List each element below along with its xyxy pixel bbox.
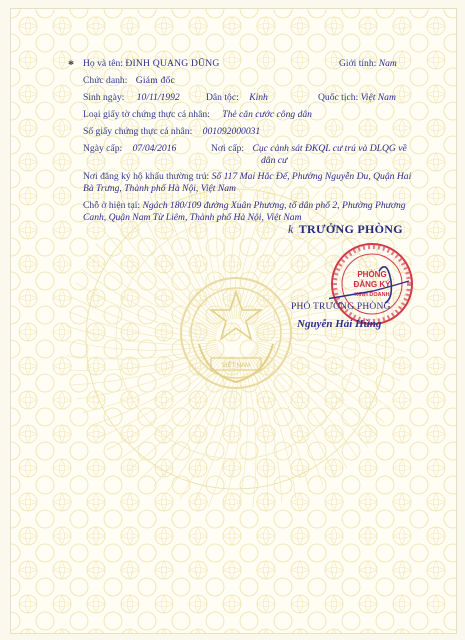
row-issue-place (211, 143, 407, 155)
nationality-label: Quốc tịch: (318, 92, 359, 103)
official-stamp (329, 241, 415, 327)
signature-title (288, 222, 403, 237)
idnum-value: 001092000031 (202, 126, 261, 137)
idnum-label: Số giấy chứng thực cá nhân: (83, 126, 193, 137)
gender-label: Giới tính: (339, 58, 377, 69)
initial-mark: k (288, 222, 294, 236)
row-nationality (318, 92, 396, 104)
row-dob (83, 92, 180, 104)
stamp-text-3: KINH DOANH (354, 292, 390, 298)
issue-place-value-1: Cục cảnh sát ĐKQL cư trú và DLQG về (252, 143, 407, 154)
row-residence (83, 171, 411, 183)
position-label: Chức danh: (83, 75, 128, 86)
dob-label: Sinh ngày: (83, 92, 125, 103)
bullet-star: * (68, 57, 74, 71)
dob-value: 10/11/1992 (136, 92, 180, 103)
ethnicity-label: Dân tộc: (206, 92, 239, 103)
residence-value-1: Số 117 Mai Hắc Đế, Phường Nguyễn Du, Quận Hai (211, 171, 412, 182)
row-idtype (83, 109, 312, 121)
name-label: Họ và tên: (83, 58, 123, 69)
idtype-value: Thẻ căn cước công dân (222, 109, 312, 120)
row-issue-date (83, 143, 176, 155)
current-value-1: Ngách 180/109 đường Xuân Phương, tổ dân phố 2, Phường Phương (142, 200, 406, 211)
signer-name: Nguyễn Hải Hùng (297, 318, 382, 330)
row-current (83, 200, 406, 212)
issue-date-value: 07/04/2016 (132, 143, 177, 154)
issue-date-label: Ngày cấp: (83, 143, 123, 154)
ethnicity-value: Kinh (249, 92, 268, 103)
national-emblem-watermark (177, 274, 295, 392)
row-gender (339, 58, 397, 70)
row-ethnicity (206, 92, 268, 104)
row-position (83, 75, 175, 87)
residence-label: Nơi đăng ký hộ khẩu thường trú: (83, 171, 210, 182)
emblem-text: VIỆT NAM (221, 363, 251, 369)
row-current-cont (83, 212, 302, 224)
deputy-title: PHÓ TRƯỞNG PHÒNG (291, 302, 391, 312)
row-issue-place-cont (261, 155, 287, 167)
idtype-label: Loại giấy tờ chứng thực cá nhân: (83, 109, 210, 120)
issue-place-value-2: dân cư (261, 155, 288, 166)
row-idnum (83, 126, 260, 138)
nationality-value: Việt Nam (360, 92, 396, 103)
row-name (83, 58, 220, 70)
residence-value-2: Bà Trưng, Thành phố Hà Nội, Việt Nam (83, 183, 236, 194)
position-value: Giám đốc (135, 75, 175, 86)
row-residence-cont (83, 183, 236, 195)
current-label: Chỗ ở hiện tại: (83, 200, 141, 211)
stamp-text-1: PHÒNG (357, 270, 387, 279)
gender-value: Nam (378, 58, 397, 69)
document-page (10, 8, 457, 634)
stamp-text-2: ĐĂNG KÝ (353, 280, 391, 289)
name-value: ĐINH QUANG DŨNG (125, 58, 220, 69)
issue-place-label: Nơi cấp: (211, 143, 245, 154)
current-value-2: Canh, Quận Nam Từ Liêm, Thành phố Hà Nội, Việt Nam (83, 212, 302, 223)
signature-title-text: TRƯỞNG PHÒNG (298, 222, 403, 236)
